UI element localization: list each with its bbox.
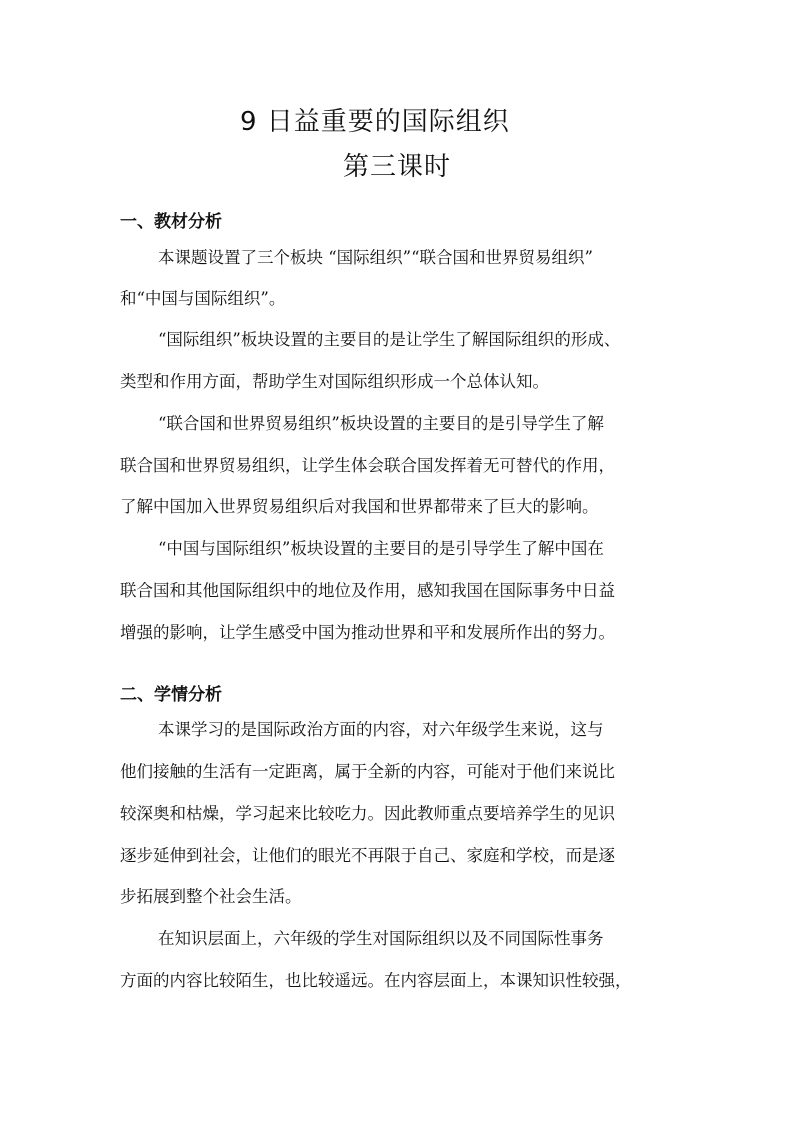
paragraph-line: 在知识层面上，六年级的学生对国际组织以及不同国际性事务 [158, 929, 604, 948]
paragraph-line: 逐步延伸到社会，让他们的眼光不再限于自己、家庭和学校，而是逐 [120, 846, 615, 865]
paragraph-line: 和“中国与国际组织”。 [120, 289, 286, 308]
paragraph-line: “中国与国际组织”板块设置的主要目的是引导学生了解中国在 [158, 539, 604, 558]
section-heading-learner-analysis: 二、学情分析 [120, 685, 222, 705]
paragraph-line: 类型和作用方面，帮助学生对国际组织形成一个总体认知。 [120, 372, 549, 391]
paragraph-line: 联合国和世界贸易组织，让学生体会联合国发挥着无可替代的作用， [120, 456, 615, 475]
paragraph-line: 步拓展到整个社会生活。 [120, 887, 302, 906]
paragraph-line: 增强的影响，让学生感受中国为推动世界和平和发展所作出的努力。 [120, 623, 615, 642]
paragraph-line: 他们接触的生活有一定距离，属于全新的内容，可能对于他们来说比 [120, 762, 615, 781]
paragraph-line: 本课学习的是国际政治方面的内容，对六年级学生来说，这与 [158, 720, 604, 739]
paragraph-line: 较深奥和枯燥，学习起来比较吃力。因此教师重点要培养学生的见识 [120, 804, 615, 823]
document-subtitle: 第三课时 [343, 152, 452, 182]
paragraph-line: 本课题设置了三个板块 “国际组织”“联合国和世界贸易组织” [158, 248, 593, 267]
paragraph-line: “联合国和世界贸易组织”板块设置的主要目的是引导学生了解 [158, 414, 604, 433]
section-heading-textbook-analysis: 一、教材分析 [120, 212, 222, 232]
paragraph-line: “国际组织”板块设置的主要目的是让学生了解国际组织的形成、 [158, 330, 621, 349]
paragraph-line: 了解中国加入世界贸易组织后对我国和世界都带来了巨大的影响。 [120, 497, 599, 516]
paragraph-line: 联合国和其他国际组织中的地位及作用，感知我国在国际事务中日益 [120, 581, 615, 600]
document-title: 9 日益重要的国际组织 [240, 107, 510, 137]
paragraph-line: 方面的内容比较陌生，也比较遥远。在内容层面上，本课知识性较强， [120, 971, 632, 990]
